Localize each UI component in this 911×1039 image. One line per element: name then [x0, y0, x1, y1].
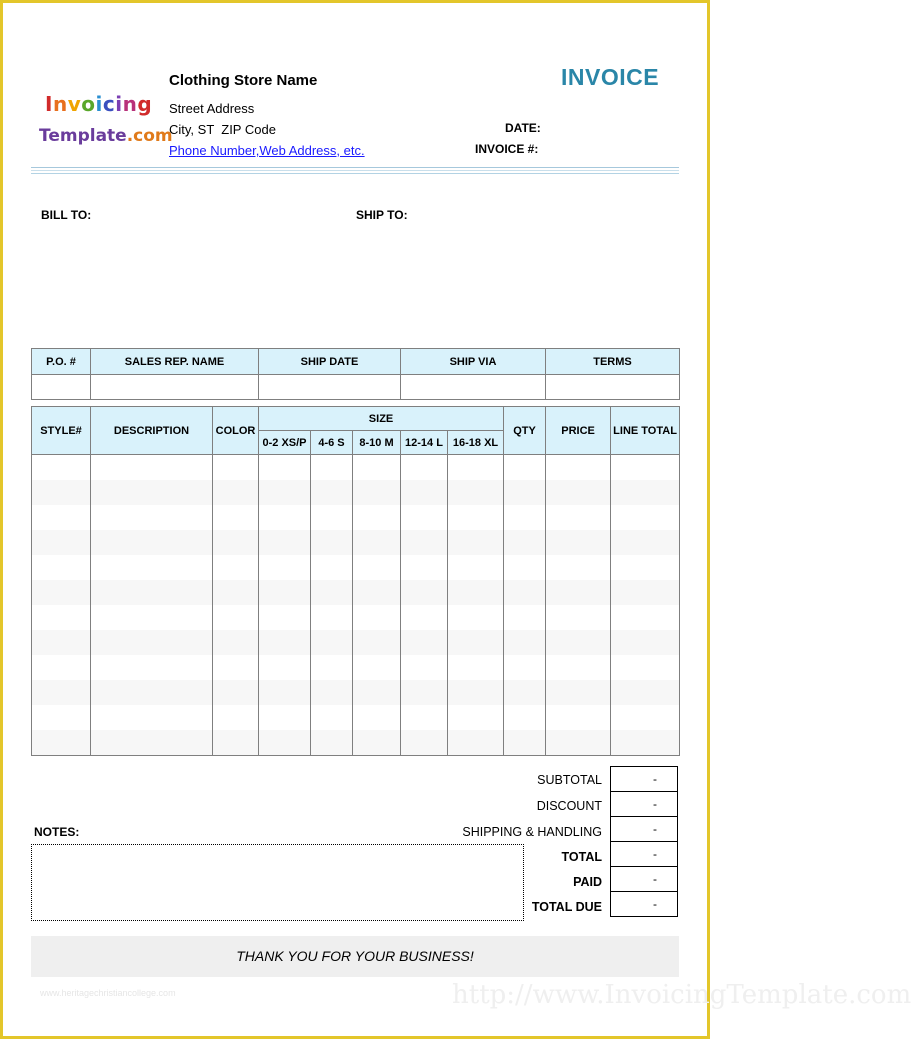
item-cell[interactable] [611, 580, 680, 605]
shipping-value[interactable]: - [611, 817, 678, 842]
item-cell[interactable] [353, 580, 401, 605]
item-cell[interactable] [32, 630, 91, 655]
ship-date-cell[interactable] [259, 375, 401, 400]
header-rule [31, 167, 679, 168]
item-cell[interactable] [91, 730, 213, 756]
notes-label: NOTES: [34, 825, 80, 839]
item-cell[interactable] [259, 655, 311, 680]
po-cell[interactable] [32, 375, 91, 400]
item-cell[interactable] [546, 505, 611, 530]
item-cell[interactable] [213, 630, 259, 655]
item-cell[interactable] [448, 605, 504, 630]
logo-letter: v [67, 92, 82, 116]
item-cell[interactable] [311, 530, 353, 555]
item-cell[interactable] [311, 455, 353, 481]
item-cell[interactable] [504, 730, 546, 756]
item-cell[interactable] [401, 555, 448, 580]
item-cell[interactable] [91, 530, 213, 555]
logo-letter: i [115, 92, 123, 116]
price-header: PRICE [546, 407, 611, 455]
item-cell[interactable] [546, 680, 611, 705]
item-cell[interactable] [401, 530, 448, 555]
logo-letter: I [45, 92, 53, 116]
size-12-14-header: 12-14 L [401, 431, 448, 455]
header-rule [31, 173, 679, 174]
item-cell[interactable] [504, 580, 546, 605]
style-header: STYLE# [32, 407, 91, 455]
item-cell[interactable] [611, 555, 680, 580]
item-cell[interactable] [311, 680, 353, 705]
item-cell[interactable] [311, 555, 353, 580]
table-row [32, 505, 680, 530]
item-cell[interactable] [546, 630, 611, 655]
size-16-18-header: 16-18 XL [448, 431, 504, 455]
total-due-label: TOTAL DUE [531, 900, 602, 914]
item-cell[interactable] [546, 605, 611, 630]
table-row [32, 705, 680, 730]
item-cell[interactable] [504, 705, 546, 730]
table-row [32, 455, 680, 481]
item-cell[interactable] [504, 505, 546, 530]
item-cell[interactable] [311, 705, 353, 730]
item-cell[interactable] [611, 705, 680, 730]
item-cell[interactable] [448, 530, 504, 555]
description-header: DESCRIPTION [91, 407, 213, 455]
item-cell[interactable] [311, 730, 353, 756]
item-cell[interactable] [259, 530, 311, 555]
table-row [32, 655, 680, 680]
item-cell[interactable] [504, 630, 546, 655]
item-cell[interactable] [213, 530, 259, 555]
item-cell[interactable] [546, 580, 611, 605]
item-cell[interactable] [546, 655, 611, 680]
item-cell[interactable] [504, 605, 546, 630]
item-cell[interactable] [32, 605, 91, 630]
item-cell[interactable] [353, 530, 401, 555]
item-cell[interactable] [91, 580, 213, 605]
item-cell[interactable] [353, 630, 401, 655]
item-cell[interactable] [259, 705, 311, 730]
logo-invoicing [45, 92, 152, 116]
order-info-table [31, 348, 680, 400]
item-cell[interactable] [213, 455, 259, 481]
store-name: Clothing Store Name [169, 72, 318, 89]
logo-letter: g [137, 92, 153, 116]
item-cell[interactable] [353, 555, 401, 580]
item-cell[interactable] [353, 455, 401, 481]
total-label: TOTAL [561, 850, 602, 864]
item-cell[interactable] [213, 555, 259, 580]
item-cell[interactable] [401, 580, 448, 605]
shipping-label: SHIPPING & HANDLING [462, 825, 602, 839]
thank-you-banner: THANK YOU FOR YOUR BUSINESS! [31, 936, 679, 977]
invoice-number-label: INVOICE #: [475, 142, 539, 156]
item-cell[interactable] [353, 505, 401, 530]
item-cell[interactable] [311, 580, 353, 605]
item-cell[interactable] [213, 605, 259, 630]
size-0-2-header: 0-2 XS/P [259, 431, 311, 455]
item-cell[interactable] [213, 730, 259, 756]
table-row [32, 480, 680, 505]
ship-to-label: SHIP TO: [356, 208, 408, 222]
item-cell[interactable] [32, 730, 91, 756]
item-cell[interactable] [259, 480, 311, 505]
item-cell[interactable] [401, 630, 448, 655]
item-cell[interactable] [91, 480, 213, 505]
terms-cell[interactable] [546, 375, 680, 400]
item-cell[interactable] [353, 480, 401, 505]
item-cell[interactable] [91, 505, 213, 530]
table-row [32, 605, 680, 630]
table-row [32, 680, 680, 705]
item-cell[interactable] [259, 505, 311, 530]
color-header: COLOR [213, 407, 259, 455]
item-cell[interactable] [448, 705, 504, 730]
size-4-6-header: 4-6 S [311, 431, 353, 455]
item-cell[interactable] [504, 530, 546, 555]
line-total-header: LINE TOTAL [611, 407, 680, 455]
item-cell[interactable] [91, 555, 213, 580]
logo-letter: i [95, 92, 103, 116]
item-cell[interactable] [353, 680, 401, 705]
invoice-title: INVOICE [561, 64, 660, 90]
item-cell[interactable] [546, 555, 611, 580]
size-8-10-header: 8-10 M [353, 431, 401, 455]
watermark-right: http://www.InvoicingTemplate.com [452, 980, 911, 1010]
logo-letter: n [122, 92, 138, 116]
city-state-zip: City, ST ZIP Code [169, 122, 276, 137]
item-cell[interactable] [504, 480, 546, 505]
item-cell[interactable] [448, 555, 504, 580]
totals-table [610, 766, 678, 917]
item-cell[interactable] [32, 530, 91, 555]
header-rule [31, 170, 679, 171]
item-cell[interactable] [91, 455, 213, 481]
item-cell[interactable] [401, 730, 448, 756]
item-cell[interactable] [504, 555, 546, 580]
item-cell[interactable] [546, 530, 611, 555]
item-cell[interactable] [91, 680, 213, 705]
qty-header: QTY [504, 407, 546, 455]
item-cell[interactable] [546, 705, 611, 730]
street-address: Street Address [169, 101, 255, 116]
table-row [32, 530, 680, 555]
item-cell[interactable] [448, 630, 504, 655]
ship-via-cell[interactable] [401, 375, 546, 400]
item-cell[interactable] [401, 480, 448, 505]
item-cell[interactable] [259, 730, 311, 756]
item-cell[interactable] [91, 630, 213, 655]
notes-box[interactable] [31, 844, 524, 921]
item-cell[interactable] [546, 730, 611, 756]
item-cell[interactable] [611, 680, 680, 705]
item-cell[interactable] [311, 505, 353, 530]
sales-rep-header: SALES REP. NAME [91, 349, 259, 375]
item-cell[interactable] [213, 580, 259, 605]
table-row [32, 580, 680, 605]
paid-value[interactable]: - [611, 867, 678, 892]
item-cell[interactable] [259, 630, 311, 655]
logo-letter: o [81, 92, 96, 116]
item-cell[interactable] [259, 680, 311, 705]
item-cell[interactable] [32, 655, 91, 680]
terms-header: TERMS [546, 349, 680, 375]
item-cell[interactable] [213, 480, 259, 505]
item-cell[interactable] [546, 455, 611, 481]
item-cell[interactable] [32, 680, 91, 705]
size-header: SIZE [259, 407, 504, 431]
item-cell[interactable] [611, 605, 680, 630]
item-cell[interactable] [546, 480, 611, 505]
logo-letter: n [52, 92, 68, 116]
logo-letter: c [102, 92, 116, 116]
item-cell[interactable] [213, 705, 259, 730]
total-due-value[interactable]: - [611, 892, 678, 917]
items-table [31, 406, 680, 756]
item-cell[interactable] [401, 605, 448, 630]
item-cell[interactable] [32, 580, 91, 605]
contact-link[interactable]: Phone Number,Web Address, etc. [169, 143, 365, 158]
item-cell[interactable] [611, 730, 680, 756]
item-cell[interactable] [32, 705, 91, 730]
item-cell[interactable] [504, 455, 546, 481]
paid-label: PAID [573, 875, 602, 889]
sales-rep-cell[interactable] [91, 375, 259, 400]
item-cell[interactable] [213, 680, 259, 705]
item-cell[interactable] [401, 655, 448, 680]
item-cell[interactable] [611, 480, 680, 505]
table-row [32, 555, 680, 580]
item-cell[interactable] [504, 680, 546, 705]
ship-via-header: SHIP VIA [401, 349, 546, 375]
item-cell[interactable] [448, 505, 504, 530]
logo-template-com [39, 126, 173, 146]
discount-label: DISCOUNT [536, 799, 602, 813]
logo-dotcom: .com [126, 126, 173, 146]
item-cell[interactable] [448, 455, 504, 481]
item-cell[interactable] [353, 655, 401, 680]
item-cell[interactable] [448, 655, 504, 680]
item-cell[interactable] [311, 605, 353, 630]
item-cell[interactable] [401, 705, 448, 730]
item-cell[interactable] [353, 605, 401, 630]
date-label: DATE: [505, 121, 541, 135]
table-row [32, 730, 680, 756]
po-header: P.O. # [32, 349, 91, 375]
item-cell[interactable] [32, 505, 91, 530]
logo-template: Template [39, 126, 127, 146]
item-cell[interactable] [259, 455, 311, 481]
item-cell[interactable] [91, 705, 213, 730]
item-cell[interactable] [611, 630, 680, 655]
item-cell[interactable] [353, 705, 401, 730]
item-cell[interactable] [448, 480, 504, 505]
bill-to-label: BILL TO: [41, 208, 92, 222]
item-cell[interactable] [448, 680, 504, 705]
item-cell[interactable] [311, 655, 353, 680]
subtotal-label: SUBTOTAL [537, 773, 602, 787]
item-cell[interactable] [353, 730, 401, 756]
item-cell[interactable] [611, 530, 680, 555]
item-cell[interactable] [32, 455, 91, 481]
item-cell[interactable] [213, 655, 259, 680]
ship-date-header: SHIP DATE [259, 349, 401, 375]
item-cell[interactable] [259, 555, 311, 580]
item-cell[interactable] [401, 505, 448, 530]
item-cell[interactable] [311, 630, 353, 655]
item-cell[interactable] [611, 655, 680, 680]
item-cell[interactable] [611, 505, 680, 530]
item-cell[interactable] [504, 655, 546, 680]
watermark-left: www.heritagechristiancollege.com [40, 988, 176, 998]
table-row [32, 630, 680, 655]
item-cell[interactable] [32, 555, 91, 580]
item-cell[interactable] [32, 480, 91, 505]
item-cell[interactable] [213, 505, 259, 530]
item-cell[interactable] [259, 605, 311, 630]
total-value[interactable]: - [611, 842, 678, 867]
item-cell[interactable] [401, 455, 448, 481]
item-cell[interactable] [448, 580, 504, 605]
item-cell[interactable] [448, 730, 504, 756]
item-cell[interactable] [91, 605, 213, 630]
item-cell[interactable] [311, 480, 353, 505]
discount-value[interactable]: - [611, 792, 678, 817]
item-cell[interactable] [611, 455, 680, 481]
subtotal-value[interactable]: - [611, 767, 678, 792]
item-cell[interactable] [91, 655, 213, 680]
item-cell[interactable] [401, 680, 448, 705]
item-cell[interactable] [259, 580, 311, 605]
